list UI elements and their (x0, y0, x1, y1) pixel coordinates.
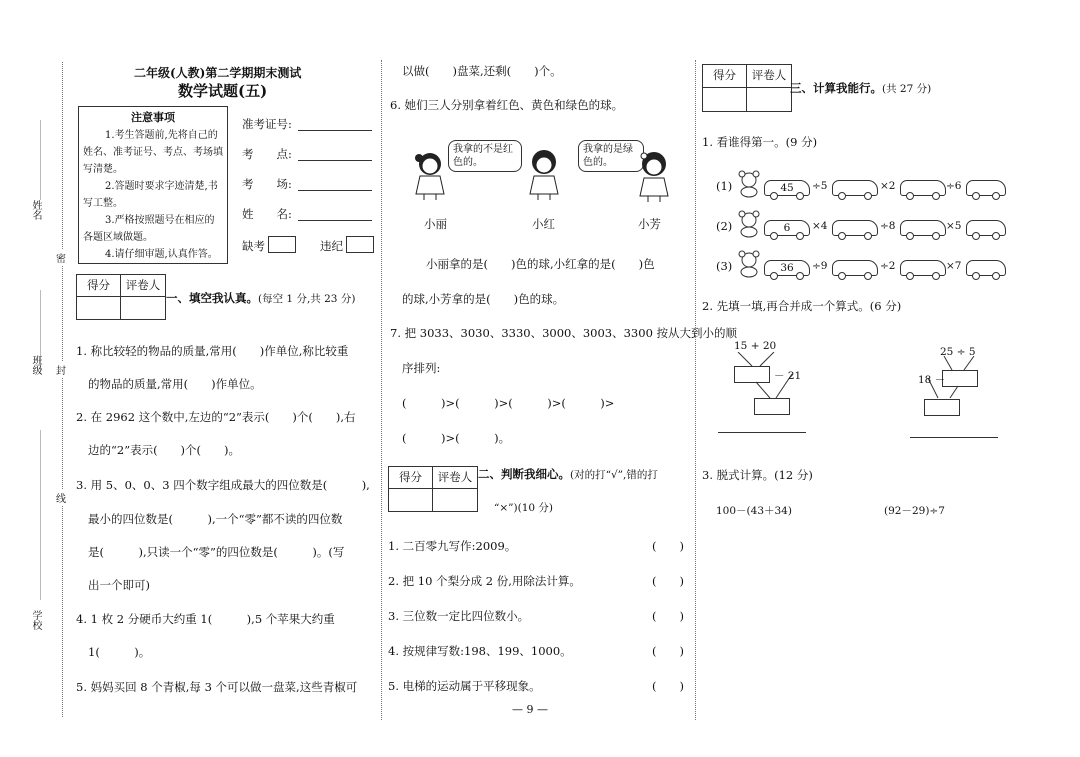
s3-q1: 1. 看谁得第一。(9 分) (702, 135, 818, 149)
page-number: — 9 — (512, 703, 548, 716)
s1-q5-line2: 以做( )盘菜,还剩( )个。 (402, 64, 562, 78)
s1-q1-line1: 1. 称比较轻的物品的质量,常用( )作单位,称比较重 (76, 344, 349, 358)
score-table-3 (702, 64, 792, 112)
s1-q7-line1: 7. 把 3033、3030、3330、3000、3003、3300 按从大到小的顺 (390, 326, 738, 340)
grader-cell[interactable] (747, 88, 791, 111)
school-label: 学校 (30, 610, 41, 630)
school-blank-line (40, 430, 41, 600)
judge-3-answer[interactable]: ( ) (652, 609, 684, 623)
animal-icon (736, 210, 762, 241)
score-cell[interactable] (703, 88, 747, 111)
section2-note-2: “×”)(10 分) (494, 502, 554, 514)
chain-1-op-3: ÷6 (946, 180, 962, 192)
girl-xiaohong-illustration (524, 148, 564, 203)
chain-1-car-4[interactable] (966, 180, 1006, 196)
violation-checkbox[interactable] (346, 236, 374, 253)
score-table-1 (76, 274, 166, 320)
s1-q6: 6. 她们三人分别拿着红色、黄色和绿色的球。 (390, 98, 624, 112)
score-header: 得分 (389, 467, 433, 489)
speech-bubble-1: 我拿的不是红色的。 (448, 140, 522, 172)
name-blank-line (40, 120, 41, 200)
notice-item-2: 2.答题时要求字迹清楚,书写工整。 (83, 181, 218, 209)
s1-q6-line1: 小丽拿的是( )色的球,小红拿的是( )色 (426, 257, 655, 271)
judge-4: 4. 按规律写数:198、199、1000。 (388, 644, 572, 658)
chain-3-start-car: 36 (764, 260, 810, 276)
tree1-minus: － 21 (774, 370, 802, 382)
chain-1-start-car: 45 (764, 180, 810, 196)
name-label: 姓名 (30, 200, 41, 220)
girl-xiaofang-illustration (634, 150, 674, 205)
tree2-left: 18 － (918, 374, 946, 386)
absent-label: 缺考 (242, 239, 265, 253)
animal-icon (736, 170, 762, 201)
room-label: 考 场: (242, 177, 292, 191)
grader-cell[interactable] (121, 297, 165, 319)
s3-q3: 3. 脱式计算。(12 分) (702, 468, 813, 482)
score-header: 得分 (703, 65, 747, 88)
s1-q3-line3: 是( ),只读一个“零”的四位数是( )。(写 (88, 545, 345, 559)
chain-2-label: (2) (716, 219, 733, 233)
chain-1-car-2[interactable] (832, 180, 878, 196)
score-cell[interactable] (77, 297, 121, 319)
chain-1-label: (1) (716, 179, 733, 193)
s1-q4-line2: 1( )。 (88, 645, 151, 659)
tree2-box-1[interactable] (942, 370, 978, 387)
tree2-top: 25 ÷ 5 (940, 346, 976, 358)
s1-q7-line4: ( )>( )。 (402, 431, 511, 445)
speech-bubble-2: 我拿的是绿色的。 (578, 140, 644, 172)
tree1-top: 15 + 20 (734, 340, 777, 352)
admission-label: 准考证号: (242, 117, 292, 131)
judge-1: 1. 二百零九写作:2009。 (388, 539, 517, 553)
chain-1-op-1: ÷5 (812, 180, 828, 192)
tree2-box-2[interactable] (924, 399, 960, 416)
s1-q6-line2: 的球,小芳拿的是( )色的球。 (402, 292, 565, 306)
tree1-box-2[interactable] (754, 398, 790, 415)
chain-3-car-2[interactable] (832, 260, 878, 276)
name-xiaofang: 小芳 (638, 217, 661, 231)
section1-heading: 一、填空我认真。(每空 1 分,共 23 分) (166, 291, 356, 305)
name-xiaohong: 小红 (532, 217, 555, 231)
grader-header: 评卷人 (121, 275, 165, 297)
chain-3-op-2: ÷2 (880, 260, 896, 272)
column-divider-1 (381, 60, 382, 720)
score-table-2 (388, 466, 478, 512)
s1-q2-line1: 2. 在 2962 这个数中,左边的“2”表示( )个( ),右 (76, 410, 356, 424)
chain-2-op-3: ×5 (946, 220, 962, 232)
name-field-label: 姓 名: (242, 207, 292, 221)
girl-xiaoli-illustration (412, 150, 452, 203)
chain-2-car-3[interactable] (900, 220, 946, 236)
notice-box (78, 106, 228, 264)
tree2-answer-line[interactable] (910, 437, 998, 438)
s1-q3-line4: 出一个即可) (88, 578, 150, 592)
room-field[interactable] (298, 190, 372, 191)
chain-2-start-car: 6 (764, 220, 810, 236)
seal-char-3: 线 (56, 490, 66, 505)
s1-q2-line2: 边的“2”表示( )个( )。 (88, 443, 241, 457)
chain-2-car-4[interactable] (966, 220, 1006, 236)
seal-char-1: 密 (56, 250, 66, 265)
violation-label: 违纪 (320, 239, 343, 253)
judge-5-answer[interactable]: ( ) (652, 679, 684, 693)
s1-q1-line2: 的物品的质量,常用( )作单位。 (88, 377, 262, 391)
s3-q2: 2. 先填一填,再合并成一个算式。(6 分) (702, 299, 902, 313)
score-cell[interactable] (389, 489, 433, 511)
judge-5: 5. 电梯的运动属于平移现象。 (388, 679, 541, 693)
chain-1-car-3[interactable] (900, 180, 946, 196)
s1-q7-line3: ( )>( )>( )>( )> (402, 396, 615, 410)
name-xiaoli: 小丽 (424, 217, 447, 231)
grader-header: 评卷人 (747, 65, 791, 88)
expr-2: (92－29)÷7 (884, 505, 945, 517)
chain-3-op-1: ÷9 (812, 260, 828, 272)
expr-1: 100－(43＋34) (716, 505, 792, 517)
grader-header: 评卷人 (433, 467, 477, 489)
chain-3-car-4[interactable] (966, 260, 1006, 276)
chain-3-op-3: ×7 (946, 260, 962, 272)
grader-cell[interactable] (433, 489, 477, 511)
notice-item-4: 4.请仔细审题,认真作答。 (105, 249, 218, 260)
chain-1-op-2: ×2 (880, 180, 896, 192)
s1-q4-line1: 4. 1 枚 2 分硬币大约重 1( ),5 个苹果大约重 (76, 612, 335, 626)
notice-heading: 注意事项 (131, 111, 175, 124)
tree1-answer-line[interactable] (718, 432, 806, 433)
site-label: 考 点: (242, 147, 292, 161)
section2-heading: 二、判断我细心。(对的打“√”,错的打 (478, 467, 658, 481)
site-field[interactable] (298, 160, 372, 161)
section3-heading: 三、计算我能行。(共 27 分) (790, 81, 932, 95)
class-label: 班级 (30, 355, 41, 375)
s1-q3-line2: 最小的四位数是( ),一个“零”都不读的四位数 (88, 512, 343, 526)
absent-checkbox[interactable] (268, 236, 296, 253)
notice-item-1: 1.考生答题前,先将自己的姓名、准考证号、考点、考场填写清楚。 (83, 130, 223, 175)
judge-2-answer[interactable]: ( ) (652, 574, 684, 588)
chain-3-label: (3) (716, 259, 733, 273)
tree1-box-1[interactable] (734, 366, 770, 383)
s1-q5-line1: 5. 妈妈买回 8 个青椒,每 3 个可以做一盘菜,这些青椒可 (76, 680, 358, 694)
chain-2-car-2[interactable] (832, 220, 878, 236)
chain-2-op-2: ÷8 (880, 220, 896, 232)
animal-icon (736, 250, 762, 281)
exam-subtitle: 数学试题(五) (178, 82, 268, 100)
chain-3-car-3[interactable] (900, 260, 946, 276)
chain-2-op-1: ×4 (812, 220, 828, 232)
exam-title: 二年级(人教)第二学期期末测试 (134, 66, 302, 80)
judge-3: 3. 三位数一定比四位数小。 (388, 609, 530, 623)
admission-field[interactable] (298, 130, 372, 131)
judge-1-answer[interactable]: ( ) (652, 539, 684, 553)
s1-q7-line2: 序排列: (402, 361, 441, 375)
s1-q3-line1: 3. 用 5、0、0、3 四个数字组成最大的四位数是( ), (76, 478, 370, 492)
judge-4-answer[interactable]: ( ) (652, 644, 684, 658)
seal-char-2: 封 (56, 362, 66, 377)
score-header: 得分 (77, 275, 121, 297)
binding-dotted-line (62, 62, 63, 717)
name-field[interactable] (298, 220, 372, 221)
column-divider-2 (695, 60, 696, 720)
notice-item-3: 3.严格按照题号在相应的各题区域做题。 (83, 215, 215, 243)
judge-2: 2. 把 10 个梨分成 2 份,用除法计算。 (388, 574, 581, 588)
